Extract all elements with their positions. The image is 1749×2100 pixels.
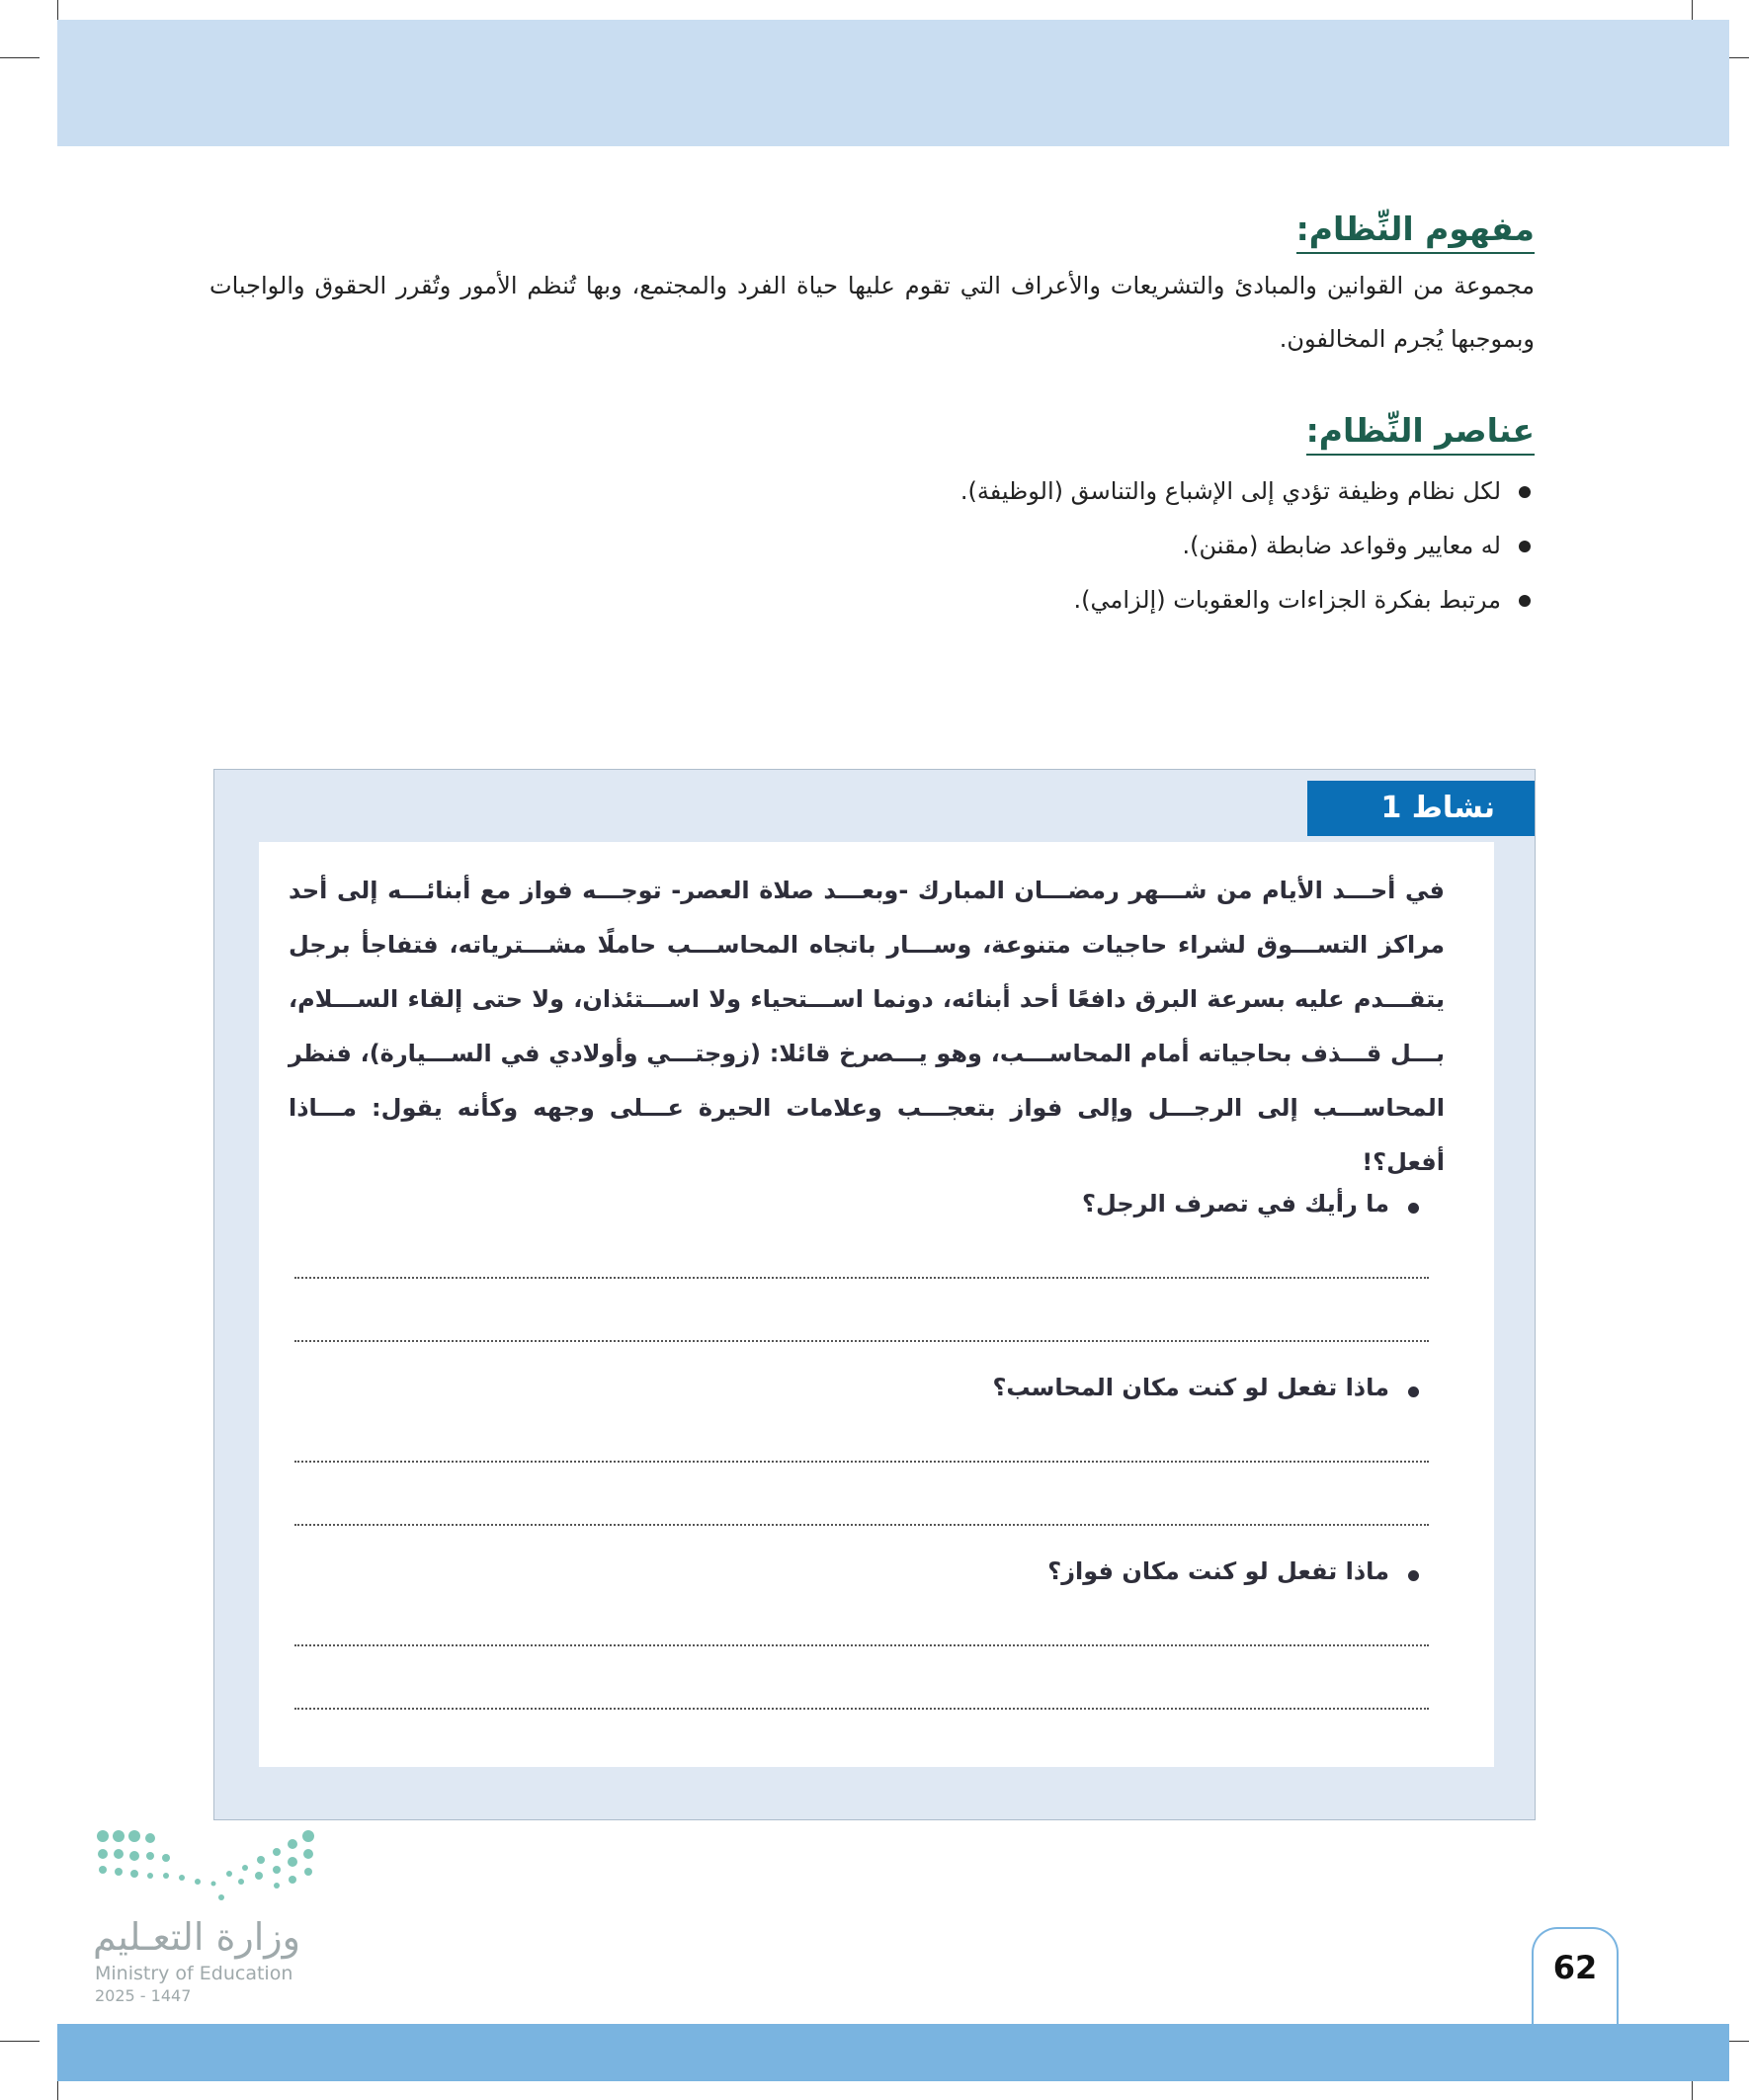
concept-paragraph: مجموعة من القوانين والمبادئ والتشريعات والأعراف التي تقوم عليها حياة الفرد والمجتمع، وبها تُنظم الأمور وتُقرر الحقوق والواجبات وبموجبها يُجرم المخالفون. (209, 272, 1535, 353)
list-item: لكل نظام وظيفة تؤدي إلى الإشباع والتناسق (الوظيفة). (960, 464, 1535, 519)
elements-heading: عناصر النِّظام: (1306, 411, 1535, 456)
activity-card (259, 842, 1494, 1767)
crop-mark (0, 2041, 40, 2042)
list-item: مرتبط بفكرة الجزاءات والعقوبات (إلزامي). (960, 573, 1535, 628)
header-band (57, 20, 1729, 146)
footer-band (57, 2024, 1729, 2081)
ministry-logo-icon (93, 1824, 320, 1913)
question-1: ما رأيك في تصرف الرجل؟ (1082, 1190, 1423, 1218)
crop-mark (0, 57, 40, 58)
concept-heading: مفهوم النِّظام: (1296, 210, 1535, 254)
question-3: ماذا تفعل لو كنت مكان فواز؟ (1047, 1557, 1423, 1585)
answer-line-3b[interactable] (294, 1708, 1429, 1710)
answer-line-3a[interactable] (294, 1644, 1429, 1646)
question-2: ماذا تفعل لو كنت مكان المحاسب؟ (992, 1374, 1423, 1401)
elements-list (960, 464, 1535, 628)
activity-title: نشاط 1 (1307, 781, 1535, 836)
page-number: 62 (1552, 1949, 1598, 1986)
ministry-name-ar: وزارة التعـليم (93, 1915, 301, 1959)
activity-story: في أحـــد الأيام من شـــهر رمضـــان المبارك -وبعـــد صلاة العصر- توجـــه فواز مع أبنائـــه إلى أحد مراكز التســـوق لشراء حاجيات متنوعة، وســـار باتجاه المحاســـب حاملًا مشـــترياته، فتفاجأ برجل يتقـــدم عليه بسرعة البرق دافعًا أحد أبنائه، دونما اســـتحياء ولا اســـتئذان، ولا حتى إلقاء الســـلام، بـــل قـــذف بحاجياته أمام المحاســـب، وهو يـــصرخ قائلا: (زوجتـــي وأولادي في الســـيارة)، فنظر المحاســـب إلى الرجـــل وإلى فواز بتعجـــب وعلامات الحيرة عـــلى وجهه وكأنه يقول: مـــاذا أفعل؟! (289, 877, 1445, 1176)
answer-line-2a[interactable] (294, 1461, 1429, 1463)
ministry-name-en: Ministry of Education (95, 1963, 293, 1984)
ministry-year: 2025 - 1447 (95, 1986, 192, 2005)
answer-line-1a[interactable] (294, 1277, 1429, 1279)
list-item: له معايير وقواعد ضابطة (مقنن). (960, 519, 1535, 573)
answer-line-1b[interactable] (294, 1340, 1429, 1342)
answer-line-2b[interactable] (294, 1524, 1429, 1526)
